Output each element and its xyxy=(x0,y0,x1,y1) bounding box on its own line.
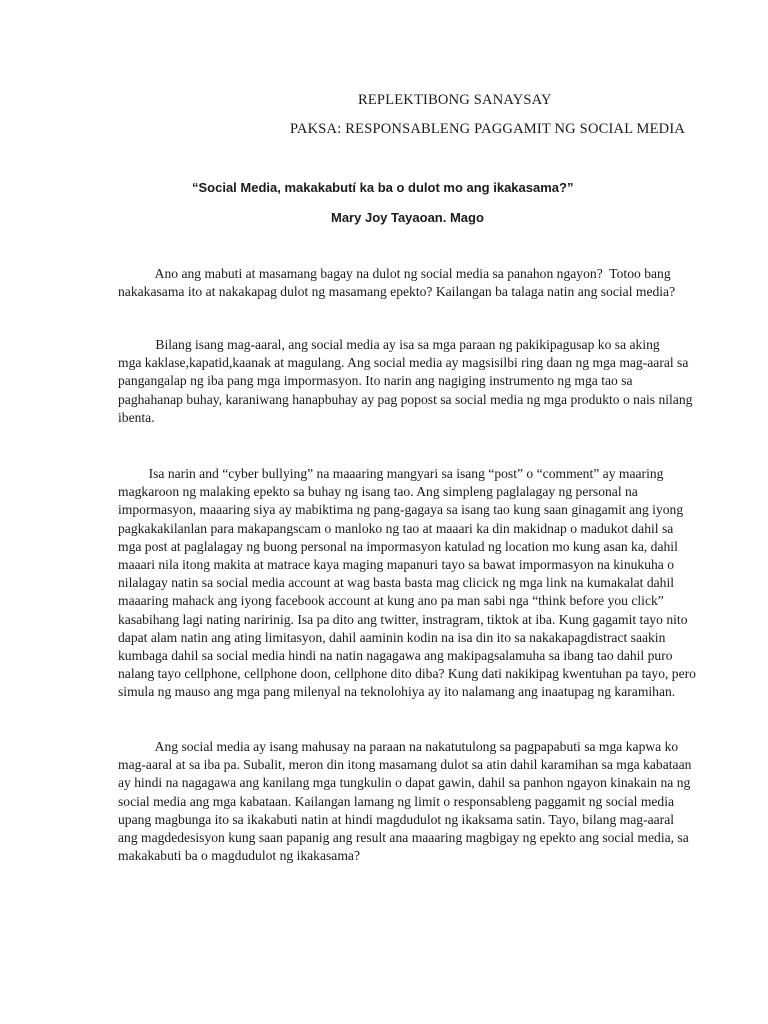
paragraph-line: simula ng mauso ang mga pang milenyal na teknolohiya ay ito nalamang ang inaatupag ng karamihan. xyxy=(118,684,676,700)
paragraph-line: makakabuti ba o magdudulot ng ikakasama? xyxy=(118,848,360,864)
paragraph-line: ay hindi na nagagawa ang kanilang mga tungkulin o dapat gawin, dahil sa panhon ngayon kinakain na ng xyxy=(118,775,691,791)
paragraph-4 xyxy=(118,738,692,865)
paragraph-line: kumbaga dahil sa social media hindi na natin nagagawa ang makipagsalamuha sa ibang tao dahil puro xyxy=(118,648,673,664)
paragraph-line: impormasyon, maaaring siya ay mabiktima ng pang-gagaya sa isang tao kung saan ginagamit ang iyong xyxy=(118,502,684,518)
paragraph-line: pagkakakilanlan para makapangscam o manloko ng tao at maaari ka din makidnap o madukot dahil sa xyxy=(118,520,674,536)
paragraph-line: nakakasama ito at nakakapag dulot ng masamang epekto? Kailangan ba talaga natin ang social media? xyxy=(118,284,676,300)
paragraph-line: nalang tayo cellphone, cellphone doon, cellphone dito diba? Kung dati nakikipag kwentuhan pa tayo, pero xyxy=(118,666,696,682)
paragraph-2 xyxy=(118,336,693,427)
paragraph-line: kasabihang lagi nating naririnig. Isa pa dito ang twitter, instragram, tiktok at iba. Kung gagamit tayo nito xyxy=(118,611,688,627)
paragraph-1 xyxy=(118,265,678,301)
paragraph-line: nilalagay natin sa social media account at wag basta basta mag clicick ng mga link na kumakalat dahil xyxy=(118,575,675,591)
paragraph-line: Bilang isang mag-aaral, ang social media ay isa sa mga paraan ng pakikipagusap ko sa aking xyxy=(118,337,660,352)
paragraph-3 xyxy=(118,465,696,702)
paragraph-line: ibenta. xyxy=(118,409,155,425)
document-heading: REPLEKTIBONG SANAYSAY xyxy=(358,92,552,108)
paragraph-line: paghahanap buhay, karaniwang hanapbuhay ay pag popost sa social media ng mga produkto o nais nilang xyxy=(118,391,693,407)
paragraph-line: maaaring mahack ang iyong facebook account at kung ano pa man sabi nga “think before you click” xyxy=(118,593,664,609)
paragraph-line: pangangalap ng iba pang mga impormasyon. Ito narin ang nagiging instrumento ng mga tao sa xyxy=(118,373,633,389)
paragraph-line: upang magbunga ito sa ikakabuti natin at hindi magdudulot ng ikaksama satin. Tayo, bilang mag-aaral xyxy=(118,811,675,827)
paragraph-line: mag-aaral at sa iba pa. Subalit, meron din itong masamang dulot sa atin dahil karamihan sa mga kabataan xyxy=(118,757,692,773)
paragraph-line: social media ang mga kabataan. Kailangan lamang ng limit o responsableng paggamit ng social media xyxy=(118,793,675,809)
document-topic: PAKSA: RESPONSABLENG PAGGAMIT NG SOCIAL MEDIA xyxy=(290,121,686,137)
essay-title: “Social Media, makakabutí ka ba o dulot mo ang ikakasama?” xyxy=(192,180,574,195)
paragraph-line: ang magdedesisyon kung saan papanig ang result ana maaaring magbigay ng epekto ang social media, sa xyxy=(118,830,689,846)
paragraph-line: Ano ang mabuti at masamang bagay na dulot ng social media sa panahon ngayon? Totoo bang xyxy=(118,266,671,281)
paragraph-line: Ang social media ay isang mahusay na paraan na nakatutulong sa pagpapabuti sa mga kapwa ko xyxy=(118,739,679,754)
paragraph-line: Isa narin and “cyber bullying” na maaaring mangyari sa isang “post” o “comment” ay maaring xyxy=(118,466,664,481)
paragraph-line: maaari nila itong makita at matrace kaya maging mapanuri tayo sa bawat impormasyon na kinukuha o xyxy=(118,557,675,573)
paragraph-line: mga kaklase,kapatid,kaanak at magulang. Ang social media ay magsisilbi ring daan ng mga mag-aaral sa xyxy=(118,355,689,371)
paragraph-line: mga post at paglalagay ng buong personal na impormasyon katulad ng location mo kung asan ka, dahil xyxy=(118,538,678,554)
paragraph-line: magkaroon ng malaking epekto sa buhay ng isang tao. Ang simpleng paglalagay ng personal na xyxy=(118,484,638,500)
author-name: Mary Joy Tayaoan. Mago xyxy=(331,210,484,225)
paragraph-line: dapat alam natin ang ating limitasyon, dahil aaminin kodin na isa din ito sa nakakapagdistract saakin xyxy=(118,629,666,645)
